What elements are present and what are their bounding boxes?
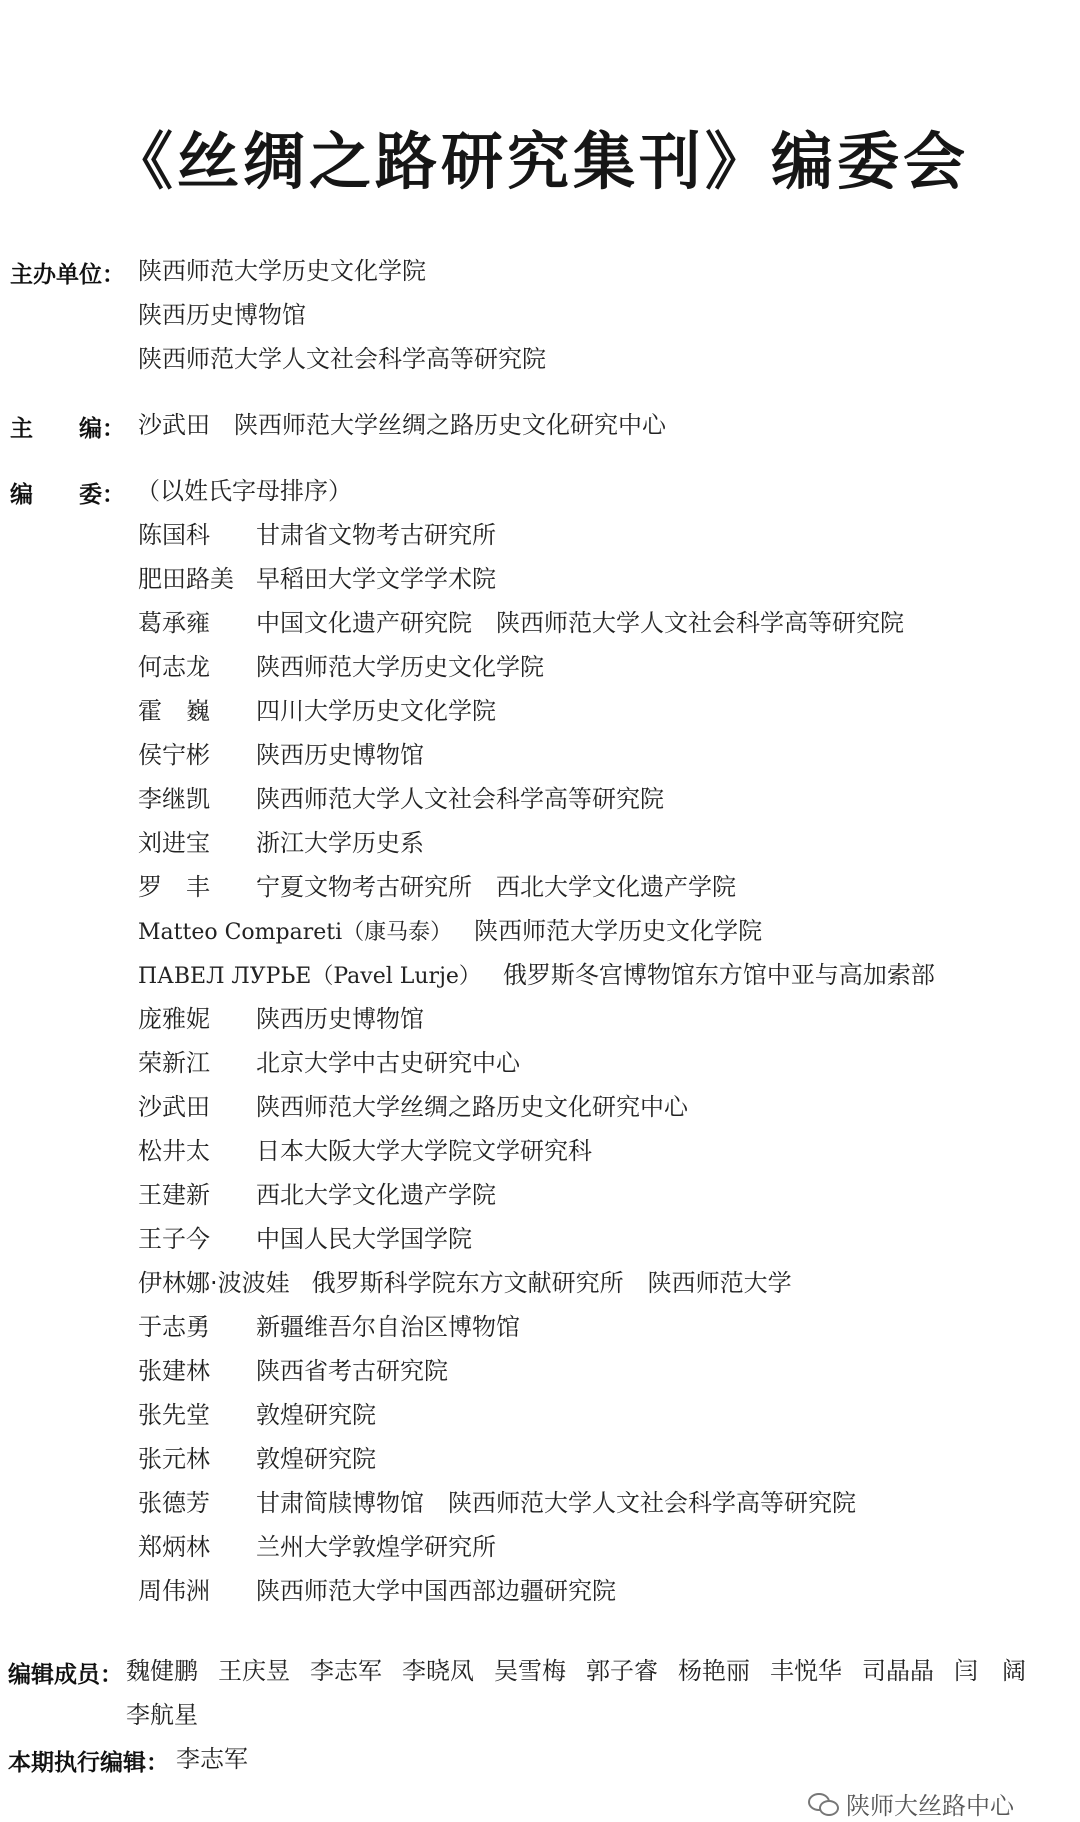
chief-affiliation: 陕西师范大学丝绸之路历史文化研究中心 xyxy=(234,411,666,439)
member-affiliation: 浙江大学历史系 xyxy=(256,829,424,857)
board-member-row xyxy=(138,1092,688,1122)
chief-name: 沙武田 xyxy=(138,411,210,439)
member-name: 王建新 xyxy=(138,1181,210,1209)
board-member-row xyxy=(138,960,935,992)
board-member-row xyxy=(138,1136,592,1166)
editor-name: 闫 阔 xyxy=(954,1657,1026,1685)
host-item: 陕西师范大学历史文化学院 xyxy=(138,257,426,285)
member-name: Matteo Compareti（康马泰） xyxy=(138,920,453,945)
member-affiliation: 中国文化遗产研究院 陕西师范大学人文社会科学高等研究院 xyxy=(256,609,904,637)
member-name: 荣新江 xyxy=(138,1049,210,1077)
board-member-row xyxy=(138,740,424,770)
board-member-row xyxy=(138,1532,496,1562)
member-affiliation: 四川大学历史文化学院 xyxy=(256,697,496,725)
member-name: 李继凯 xyxy=(138,785,210,813)
board-member-row xyxy=(138,520,496,550)
board-member-row xyxy=(138,608,904,638)
editor-name: 司晶晶 xyxy=(862,1657,934,1685)
member-name: 张先堂 xyxy=(138,1401,210,1429)
member-affiliation: 陕西历史博物馆 xyxy=(256,741,424,769)
board-member-row xyxy=(138,1004,424,1034)
member-affiliation: 俄罗斯冬宫博物馆东方馆中亚与高加索部 xyxy=(502,961,935,989)
editor-name: 丰悦华 xyxy=(770,1657,842,1685)
member-name: 张元林 xyxy=(138,1445,210,1473)
board-member-row xyxy=(138,872,736,902)
member-name: 侯宁彬 xyxy=(138,741,210,769)
editor-name: 王庆昱 xyxy=(218,1657,290,1685)
editors-list xyxy=(126,1656,1046,1686)
board-member-row xyxy=(138,1312,520,1342)
chief-row xyxy=(138,410,666,440)
watermark xyxy=(808,1786,1014,1821)
editor-name: 郭子睿 xyxy=(586,1657,658,1685)
chat-bubble-icon xyxy=(808,1793,838,1815)
board-member-row xyxy=(138,1488,856,1518)
member-affiliation: 中国人民大学国学院 xyxy=(256,1225,472,1253)
editor-name: 魏健鹏 xyxy=(126,1657,198,1685)
member-name: 沙武田 xyxy=(138,1093,210,1121)
member-name: 罗 丰 xyxy=(138,873,210,901)
member-name: 张建林 xyxy=(138,1357,210,1385)
member-affiliation: 甘肃简牍博物馆 陕西师范大学人文社会科学高等研究院 xyxy=(256,1489,856,1517)
host-label: 主办单位： xyxy=(10,262,125,288)
member-affiliation: 西北大学文化遗产学院 xyxy=(256,1181,496,1209)
member-affiliation: 敦煌研究院 xyxy=(256,1401,376,1429)
member-affiliation: 陕西师范大学历史文化学院 xyxy=(474,917,763,945)
member-name: ПАВЕЛ ЛУРЬЕ（Pavel Lurje） xyxy=(138,964,481,989)
editor-name: 杨艳丽 xyxy=(678,1657,750,1685)
member-affiliation: 陕西师范大学人文社会科学高等研究院 xyxy=(256,785,664,813)
board-label: 编 委： xyxy=(10,482,125,508)
board-member-row xyxy=(138,564,496,594)
editor-name: 吴雪梅 xyxy=(494,1657,566,1685)
member-affiliation: 宁夏文物考古研究所 西北大学文化遗产学院 xyxy=(256,873,736,901)
member-name: 庞雅妮 xyxy=(138,1005,210,1033)
member-affiliation: 甘肃省文物考古研究所 xyxy=(256,521,496,549)
member-affiliation: 陕西历史博物馆 xyxy=(256,1005,424,1033)
board-member-row xyxy=(138,1576,616,1606)
board-member-row xyxy=(138,784,664,814)
member-name: 王子今 xyxy=(138,1225,210,1253)
editor-name: 李晓凤 xyxy=(402,1657,474,1685)
page-title: 《丝绸之路研究集刊》编委会 xyxy=(110,125,969,198)
board-member-row xyxy=(138,696,496,726)
board-member-row xyxy=(138,652,544,682)
member-name: 松井太 xyxy=(138,1137,210,1165)
member-name: 伊林娜·波波娃 xyxy=(138,1269,290,1297)
member-name: 郑炳林 xyxy=(138,1533,210,1561)
member-name: 张德芳 xyxy=(138,1489,210,1517)
member-affiliation: 陕西师范大学丝绸之路历史文化研究中心 xyxy=(256,1093,688,1121)
member-name: 刘进宝 xyxy=(138,829,210,857)
member-affiliation: 俄罗斯科学院东方文献研究所 陕西师范大学 xyxy=(311,1269,792,1297)
watermark-text: 陕师大丝路中心 xyxy=(846,1792,1014,1820)
board-member-row xyxy=(138,828,424,858)
member-affiliation: 陕西师范大学历史文化学院 xyxy=(256,653,544,681)
member-name: 霍 巍 xyxy=(138,697,210,725)
member-affiliation: 陕西师范大学中国西部边疆研究院 xyxy=(256,1577,616,1605)
executive-name: 李志军 xyxy=(176,1745,248,1773)
member-affiliation: 日本大阪大学大学院文学研究科 xyxy=(256,1137,592,1165)
member-name: 肥田路美 xyxy=(138,565,234,593)
member-affiliation: 兰州大学敦煌学研究所 xyxy=(256,1533,496,1561)
board-member-row xyxy=(138,1224,472,1254)
board-member-row xyxy=(138,1444,376,1474)
member-name: 何志龙 xyxy=(138,653,210,681)
board-member-row xyxy=(138,1048,520,1078)
member-affiliation: 敦煌研究院 xyxy=(256,1445,376,1473)
member-name: 陈国科 xyxy=(138,521,210,549)
member-name: 于志勇 xyxy=(138,1313,210,1341)
board-member-row xyxy=(138,1400,376,1430)
editor-name: 李志军 xyxy=(310,1657,382,1685)
host-item: 陕西师范大学人文社会科学高等研究院 xyxy=(138,345,546,373)
board-member-row xyxy=(138,1180,496,1210)
member-name: 葛承雍 xyxy=(138,609,210,637)
board-member-row xyxy=(138,1268,792,1298)
board-member-row xyxy=(138,916,762,948)
board-note: （以姓氏字母排序） xyxy=(136,477,352,505)
member-affiliation: 新疆维吾尔自治区博物馆 xyxy=(256,1313,520,1341)
board-member-row xyxy=(138,1356,448,1386)
editor-name: 李航星 xyxy=(126,1701,198,1729)
executive-label: 本期执行编辑： xyxy=(8,1750,169,1776)
member-name: 周伟洲 xyxy=(138,1577,210,1605)
host-item: 陕西历史博物馆 xyxy=(138,301,306,329)
member-affiliation: 陕西省考古研究院 xyxy=(256,1357,448,1385)
editors-label: 编辑成员： xyxy=(8,1662,123,1688)
member-affiliation: 北京大学中古史研究中心 xyxy=(256,1049,520,1077)
member-affiliation: 早稻田大学文学学术院 xyxy=(256,565,496,593)
chief-label: 主 编： xyxy=(10,416,125,442)
